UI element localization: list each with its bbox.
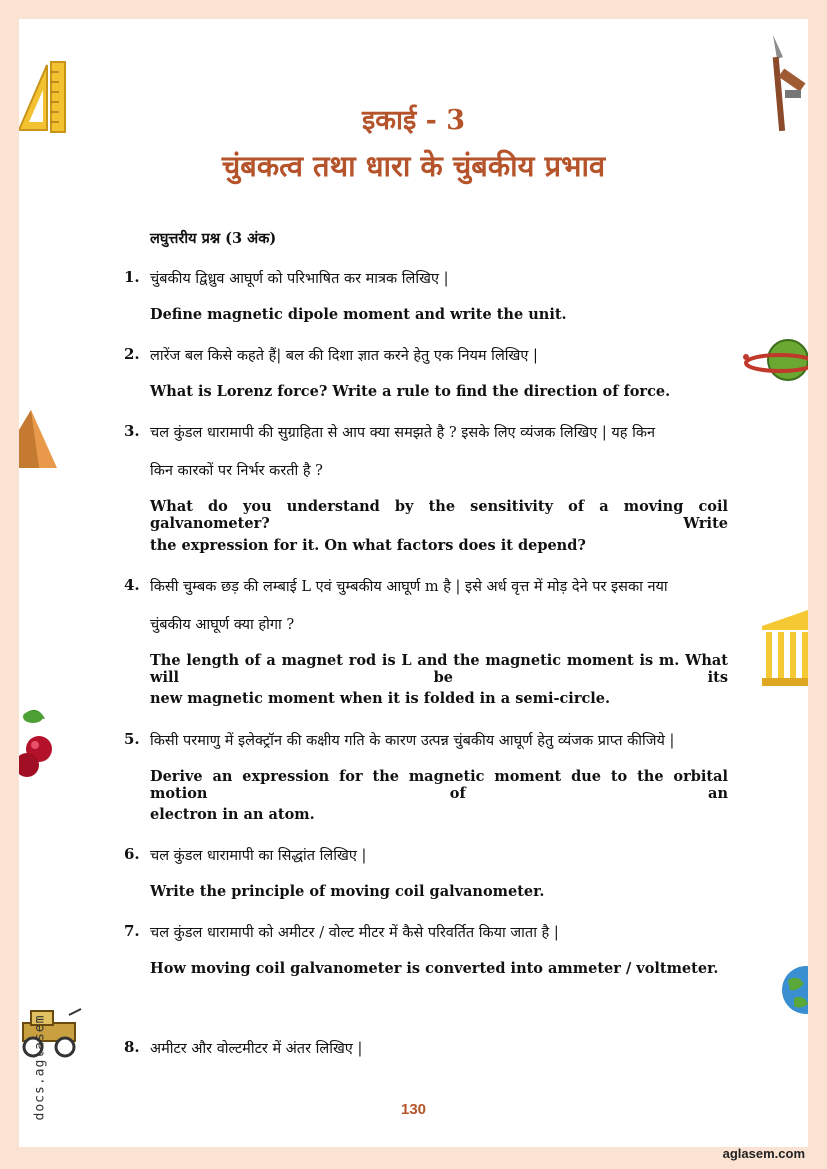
question-hindi-line: चुंबकीय द्विध्रुव आघूर्ण को परिभाषित कर मात्रक लिखिए | bbox=[150, 271, 449, 287]
question-hindi-line: चुंबकीय आघूर्ण क्या होगा ? bbox=[150, 617, 295, 633]
cherries-icon bbox=[19, 705, 59, 780]
question-hindi-line: चल कुंडल धारामापी का सिद्धांत लिखिए | bbox=[150, 848, 367, 864]
question-english-line: electron in an atom. bbox=[150, 806, 315, 823]
chapter-title: चुंबकत्व तथा धारा के चुंबकीय प्रभाव bbox=[221, 149, 606, 183]
planet-icon bbox=[740, 335, 808, 385]
vintage-car-icon bbox=[19, 1005, 84, 1060]
question-english-line: What do you understand by the sensitivity of a moving coil galvanometer? Write bbox=[150, 498, 728, 532]
question-number: 5. bbox=[124, 730, 140, 748]
question-english-line: the expression for it. On what factors does it depend? bbox=[150, 537, 586, 554]
question-hindi-line: अमीटर और वोल्टमीटर में अंतर लिखिए | bbox=[150, 1041, 363, 1057]
question-english-line: Derive an expression for the magnetic moment due to the orbital motion of an bbox=[150, 768, 728, 802]
question-hindi-line: लारेंज बल किसे कहते हैं| बल की दिशा ज्ञात करने हेतु एक नियम लिखिए | bbox=[150, 348, 538, 364]
question-hindi-line: चल कुंडल धारामापी की सुग्राहिता से आप क्या समझते है ? इसके लिए व्यंजक लिखिए | यह किन bbox=[150, 425, 656, 441]
section-heading: लघुत्तरीय प्रश्न (3 अंक) bbox=[150, 230, 277, 247]
question-hindi-line: किन कारकों पर निर्भर करती है ? bbox=[150, 463, 323, 479]
side-watermark: docs.aglasem bbox=[32, 1014, 48, 1121]
question-english-line: What is Lorenz force? Write a rule to find the direction of force. bbox=[150, 383, 671, 400]
globe-icon bbox=[778, 960, 808, 1020]
question-number: 6. bbox=[124, 845, 140, 863]
pillar-building-icon bbox=[760, 608, 808, 688]
question-hindi-line: किसी चुम्बक छड़ की लम्बाई L एवं चुम्बकीय आघूर्ण m है | इसे अर्ध वृत्त में मोड़ देने पर इसका नया bbox=[150, 579, 668, 595]
question-hindi-line: किसी परमाणु में इलेक्ट्रॉन की कक्षीय गति के कारण उत्पन्न चुंबकीय आघूर्ण हेतु व्यंजक प्राप्त कीजिये | bbox=[150, 733, 675, 749]
question-number: 7. bbox=[124, 922, 140, 940]
question-english-line: new magnetic moment when it is folded in a semi-circle. bbox=[150, 690, 611, 707]
page-number: 130 bbox=[400, 1101, 427, 1118]
question-english-line: Define magnetic dipole moment and write the unit. bbox=[150, 306, 567, 323]
pyramid-icon bbox=[19, 408, 59, 470]
question-number: 3. bbox=[124, 422, 140, 440]
question-number: 2. bbox=[124, 345, 140, 363]
question-english-line: The length of a magnet rod is L and the magnetic moment is m. What will be its bbox=[150, 652, 728, 686]
site-footer-link[interactable]: aglasem.com bbox=[722, 1146, 805, 1161]
question-english-line: Write the principle of moving coil galvanometer. bbox=[150, 883, 545, 900]
question-number: 4. bbox=[124, 576, 140, 594]
question-english-line: How moving coil galvanometer is converted into ammeter / voltmeter. bbox=[150, 960, 719, 977]
question-hindi-line: चल कुंडल धारामापी को अमीटर / वोल्ट मीटर में कैसे परिवर्तित किया जाता है | bbox=[150, 925, 559, 941]
question-number: 1. bbox=[124, 268, 140, 286]
unit-title: इकाई - 3 bbox=[361, 105, 466, 136]
question-number: 8. bbox=[124, 1038, 140, 1056]
